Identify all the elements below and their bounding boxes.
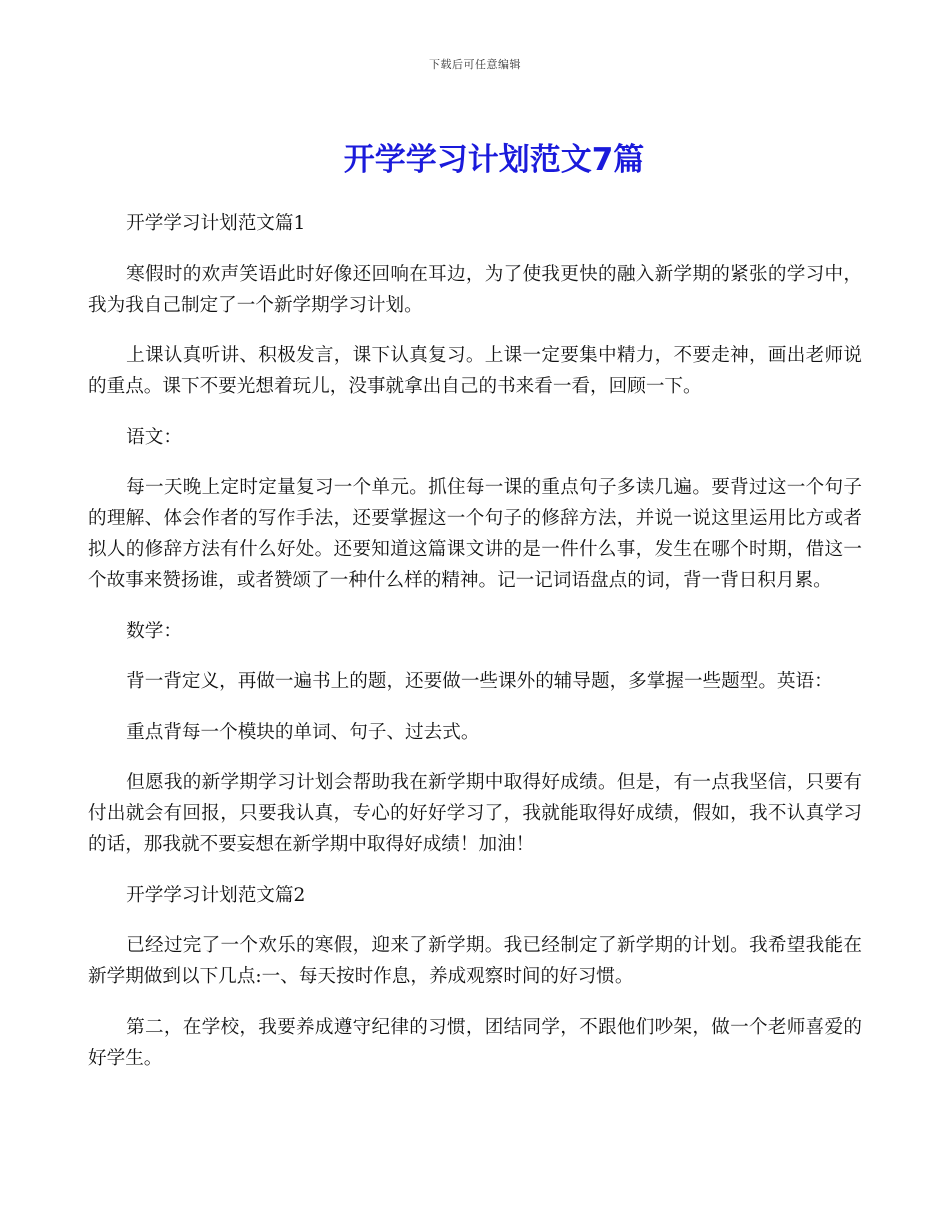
paragraph: 但愿我的新学期学习计划会帮助我在新学期中取得好成绩。但是，有一点我坚信，只要有付出就会有回报，只要我认真，专心的好好学习了，我就能取得好成绩，假如，我不认真学习的话，那我就不要妄想在新学期中取得好成绩！加油！ bbox=[88, 772, 862, 855]
section-heading-2: 开学学习计划范文篇2 bbox=[126, 884, 306, 906]
paragraph: 背一背定义，再做一遍书上的题，还要做一些课外的辅导题，多掌握一些题型。英语： bbox=[126, 671, 833, 692]
section-heading-1: 开学学习计划范文篇1 bbox=[126, 213, 306, 234]
document-title: 开学学习计划范文7篇 bbox=[343, 142, 645, 178]
document-body bbox=[88, 208, 862, 1093]
paragraph: 上课认真听讲、积极发言，课下认真复习。上课一定要集中精力，不要走神，画出老师说的重点。课下不要光想着玩儿，没事就拿出自己的书来看一看，回顾一下。 bbox=[88, 345, 862, 397]
paragraph: 每一天晚上定时定量复习一个单元。抓住每一课的重点句子多读几遍。要背过这一个句子的理解、体会作者的写作手法，还要掌握这一个句子的修辞方法，并说一说这里运用比方或者拟人的修辞方法有什么好处。还要知道这篇课文讲的是一件什么事，发生在哪个时期，借这一个故事来赞扬谁，或者赞颂了一种什么样的精神。记一记词语盘点的词，背一背日积月累。 bbox=[88, 477, 862, 591]
paragraph: 第二，在学校，我要养成遵守纪律的习惯，团结同学，不跟他们吵架，做一个老师喜爱的好学生。 bbox=[88, 1016, 862, 1069]
paragraph: 寒假时的欢声笑语此时好像还回响在耳边，为了使我更快的融入新学期的紧张的学习中，我为我自己制定了一个新学期学习计划。 bbox=[88, 263, 862, 316]
paragraph: 已经过完了一个欢乐的寒假，迎来了新学期。我已经制定了新学期的计划。我希望我能在新学期做到以下几点:一、每天按时作息，养成观察时间的好习惯。 bbox=[88, 935, 862, 987]
paragraph: 重点背每一个模块的单词、句子、过去式。 bbox=[126, 721, 480, 743]
subject-label-math: 数学： bbox=[126, 620, 182, 642]
subject-label-chinese: 语文： bbox=[126, 426, 182, 448]
header-note: 下载后可任意编辑 bbox=[429, 58, 521, 71]
